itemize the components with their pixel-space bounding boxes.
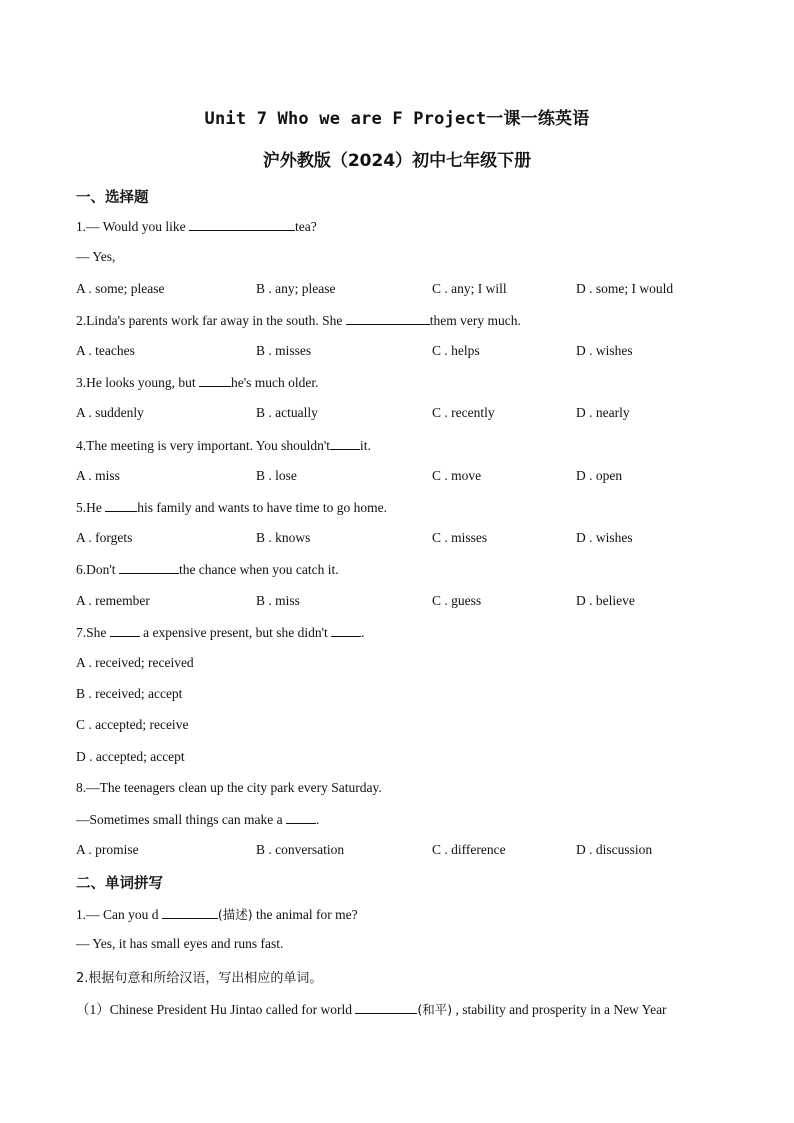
q4-option-c: C . move — [432, 468, 482, 483]
q7-option-b: B . received; accept — [76, 686, 183, 701]
spelling-1 — [76, 905, 358, 923]
question-1 — [76, 218, 317, 235]
q1-option-b: B . any; please — [256, 281, 336, 296]
q1-reply: — Yes, — [76, 249, 116, 264]
q3-option-d: D . nearly — [576, 405, 630, 420]
q3-blank — [199, 374, 231, 387]
question-3 — [76, 374, 319, 391]
title-line-1: Unit 7 Who we are F Project一课一练英语 — [204, 109, 590, 129]
q8-option-b: B . conversation — [256, 842, 345, 857]
s1-text-post: the animal for me? — [252, 907, 358, 922]
q1-option-c: C . any; I will — [432, 281, 507, 296]
q1-text-pre: 1.— Would you like — [76, 219, 190, 234]
q4-option-b: B . lose — [256, 468, 297, 483]
q4-blank — [330, 437, 360, 450]
q1-blank — [189, 218, 295, 231]
q1-option-a: A . some; please — [76, 281, 165, 296]
s2-blank — [355, 1001, 417, 1014]
question-8: 8.—The teenagers clean up the city park every Saturday. — [76, 780, 382, 795]
q7-option-a: A . received; received — [76, 655, 194, 670]
spelling-1-reply: — Yes, it has small eyes and runs fast. — [76, 936, 284, 951]
question-7 — [76, 624, 365, 641]
q8-option-d: D . discussion — [576, 842, 653, 857]
question-2 — [76, 312, 521, 329]
s1-hint: (描述) — [217, 907, 253, 922]
question-6 — [76, 561, 339, 578]
s1-text-pre: 1.— Can you d — [76, 907, 162, 922]
q5-option-c: C . misses — [432, 530, 488, 545]
q7-text-mid: a expensive present, but she didn't — [143, 625, 332, 640]
q7-blank-2 — [331, 624, 361, 637]
spelling-2-item-1 — [76, 998, 667, 1018]
q6-blank — [119, 561, 179, 574]
s1-blank — [162, 906, 218, 919]
q6-option-b: B . miss — [256, 593, 300, 608]
q4-option-a: A . miss — [76, 468, 120, 483]
q1-option-d: D . some; I would — [576, 281, 674, 296]
q2-text-pre: 2.Linda's parents work far away in the south. She — [76, 313, 346, 328]
q7-option-c: C . accepted; receive — [76, 717, 189, 732]
q5-option-b: B . knows — [256, 530, 311, 545]
q3-option-a: A . suddenly — [76, 405, 144, 420]
q7-blank-1 — [110, 624, 140, 637]
s2-text-post: , stability and prosperity in a New Year — [452, 1002, 667, 1017]
q6-option-c: C . guess — [432, 593, 482, 608]
q8-reply — [76, 811, 319, 828]
q5-option-d: D . wishes — [576, 530, 633, 545]
q8-text-pre: —Sometimes small things can make a — [76, 812, 286, 827]
q4-option-d: D . open — [576, 468, 623, 483]
q2-option-c: C . helps — [432, 343, 480, 358]
q5-text-pre: 5.He — [76, 500, 106, 515]
q4-text-pre: 4.The meeting is very important. You shouldn't — [76, 438, 331, 453]
spelling-2-instruction: 2.根据句意和所给汉语，写出相应的单词。 — [76, 971, 323, 986]
q5-text-post: his family and wants to have time to go home. — [137, 500, 387, 515]
q8-option-c: C . difference — [432, 842, 506, 857]
q4-text-post: it. — [360, 438, 371, 453]
q3-option-c: C . recently — [432, 405, 495, 420]
q2-option-b: B . misses — [256, 343, 312, 358]
q8-blank — [286, 811, 316, 824]
q3-option-b: B . actually — [256, 405, 318, 420]
q2-option-a: A . teaches — [76, 343, 135, 358]
q2-option-d: D . wishes — [576, 343, 633, 358]
question-4 — [76, 437, 371, 454]
q6-text-post: the chance when you catch it. — [178, 562, 339, 577]
q6-text-pre: 6.Don't — [76, 562, 119, 577]
q7-text-post: . — [361, 625, 365, 640]
q3-text-pre: 3.He looks young, but — [76, 375, 199, 390]
q2-text-post: them very much. — [429, 313, 521, 328]
q6-option-a: A . remember — [76, 593, 150, 608]
s2-text-pre: （1）Chinese President Hu Jintao called for world — [76, 1002, 356, 1017]
q7-option-d: D . accepted; accept — [76, 749, 185, 764]
q2-blank — [346, 312, 430, 325]
q7-text-pre: 7.She — [76, 625, 110, 640]
s2-hint: (和平) — [417, 1002, 453, 1017]
q8-text-post: . — [315, 812, 320, 827]
title-line-2: 沪外教版（2024）初中七年级下册 — [262, 151, 532, 171]
question-5 — [76, 499, 387, 516]
q6-option-d: D . believe — [576, 593, 635, 608]
q5-option-a: A . forgets — [76, 530, 133, 545]
q8-option-a: A . promise — [76, 842, 139, 857]
q3-text-post: he's much older. — [231, 375, 319, 390]
section-heading-choice: 一、选择题 — [76, 190, 149, 206]
section-heading-spelling: 二、单词拼写 — [76, 876, 163, 892]
q5-blank — [105, 499, 137, 512]
q1-text-post: tea? — [295, 219, 317, 234]
